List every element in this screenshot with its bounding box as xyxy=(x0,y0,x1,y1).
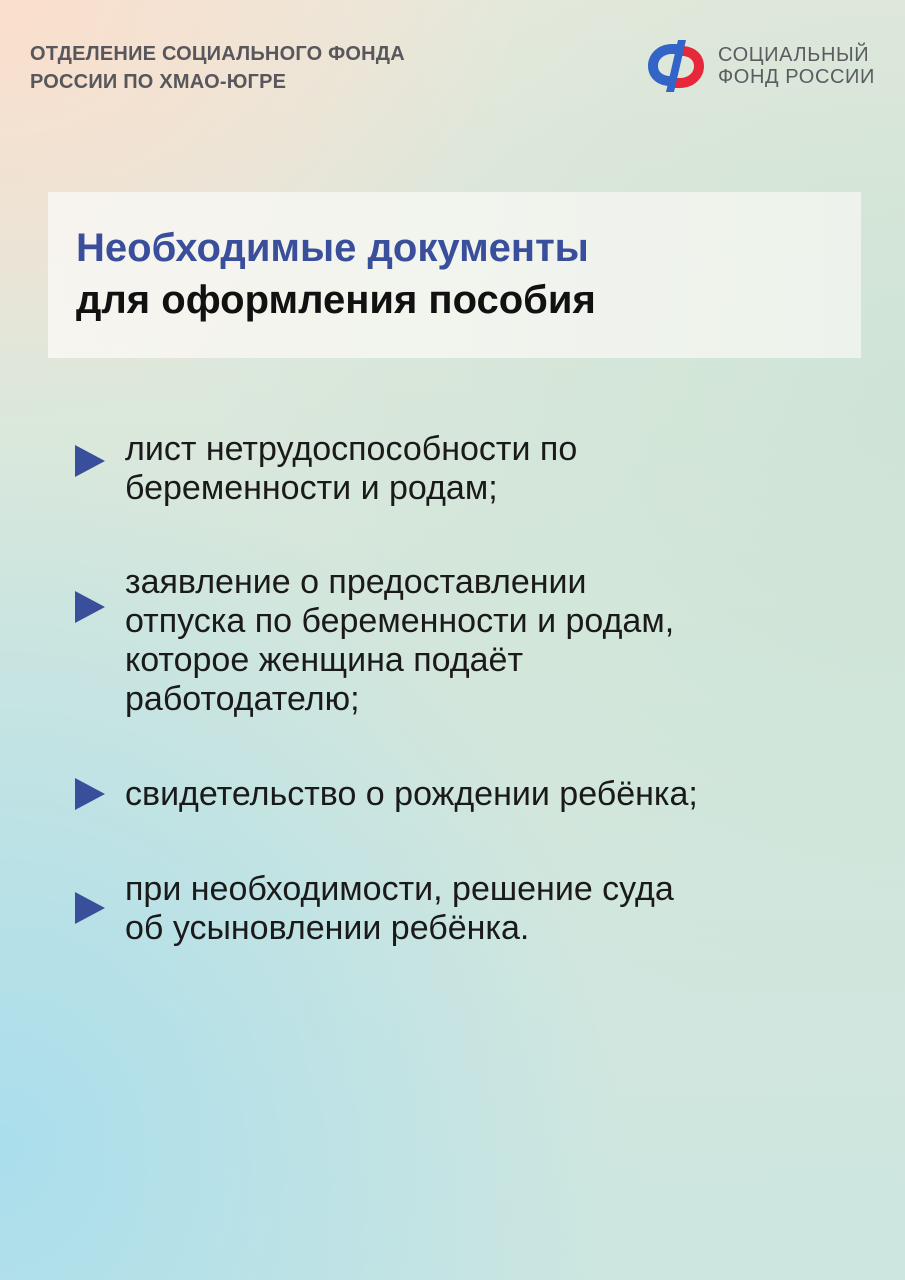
org-name xyxy=(30,40,405,96)
list-item-line: лист нетрудоспособности по xyxy=(125,430,578,468)
list-item-text xyxy=(125,430,865,508)
title-card xyxy=(48,192,861,358)
list-item-line: работодателю; xyxy=(125,680,360,718)
org-name-line2: РОССИИ ПО ХМАО-ЮГРЕ xyxy=(30,71,287,93)
list-item-line: при необходимости, решение суда xyxy=(125,870,674,908)
list-item-text xyxy=(125,870,865,948)
triangle-bullet-icon xyxy=(75,778,105,810)
list-item-line: заявление о предоставлении xyxy=(125,563,587,601)
triangle-bullet-icon xyxy=(75,591,105,623)
triangle-bullet-icon xyxy=(75,445,105,477)
sfr-logo xyxy=(644,38,875,94)
list-item-line: которое женщина подаёт xyxy=(125,641,524,679)
logo-text-line1: СОЦИАЛЬНЫЙ xyxy=(717,44,870,66)
triangle-bullet-icon xyxy=(75,892,105,924)
org-name-line1: ОТДЕЛЕНИЕ СОЦИАЛЬНОГО ФОНДА xyxy=(30,43,405,65)
list-item-line: беременности и родам; xyxy=(125,469,498,507)
list-item-text xyxy=(125,563,865,719)
page-title: Необходимые документы xyxy=(76,226,589,270)
list-item-text xyxy=(125,775,865,814)
list-item-line: свидетельство о рождении ребёнка; xyxy=(125,775,698,813)
logo-text-line2: ФОНД РОССИИ xyxy=(717,66,875,88)
page-subtitle: для оформления пособия xyxy=(76,278,596,322)
sfr-logo-icon xyxy=(644,38,708,94)
list-item-line: отпуска по беременности и родам, xyxy=(125,602,675,640)
list-item-line: об усыновлении ребёнка. xyxy=(125,909,530,947)
